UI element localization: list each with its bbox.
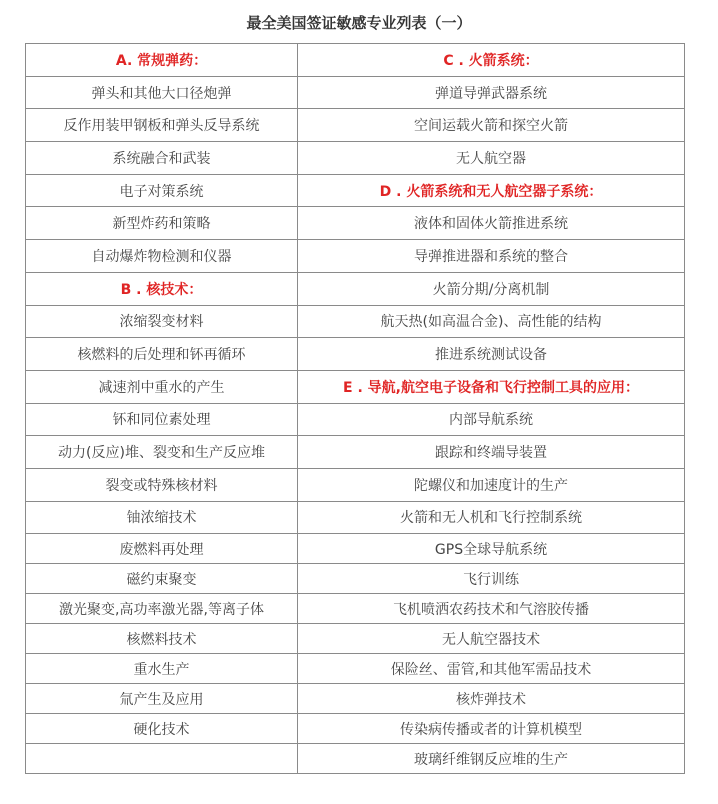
section-header-cell: E . 导航,航空电子设备和飞行控制工具的应用：	[298, 370, 685, 403]
sensitive-majors-table	[25, 43, 685, 774]
table-row	[26, 142, 685, 175]
table-cell: 铀浓缩技术	[26, 501, 298, 534]
table-row	[26, 594, 685, 624]
table-row	[26, 501, 685, 534]
table-row	[26, 338, 685, 371]
table-row	[26, 534, 685, 564]
table-row	[26, 272, 685, 305]
table-cell: 无人航空器技术	[298, 624, 685, 654]
table-cell: 核燃料技术	[26, 624, 298, 654]
table-cell: 飞机喷洒农药技术和气溶胶传播	[298, 594, 685, 624]
table-cell: 系统融合和武装	[26, 142, 298, 175]
table-cell: 飞行训练	[298, 564, 685, 594]
table-cell: 保险丝、雷管,和其他军需品技术	[298, 654, 685, 684]
table-row	[26, 684, 685, 714]
table-cell: 废燃料再处理	[26, 534, 298, 564]
table-row	[26, 624, 685, 654]
table-cell: 磁约束聚变	[26, 564, 298, 594]
table-row	[26, 403, 685, 436]
table-row	[26, 564, 685, 594]
table-cell: 减速剂中重水的产生	[26, 370, 298, 403]
table-cell: 导弹推进器和系统的整合	[298, 240, 685, 273]
table-row	[26, 744, 685, 774]
table-row	[26, 109, 685, 142]
table-cell: 玻璃纤维钢反应堆的生产	[298, 744, 685, 774]
table-row	[26, 174, 685, 207]
table-row	[26, 305, 685, 338]
table-cell: 激光聚变,高功率激光器,等离子体	[26, 594, 298, 624]
table-cell: 新型炸药和策略	[26, 207, 298, 240]
table-cell: 核燃料的后处理和钚再循环	[26, 338, 298, 371]
table-cell: 无人航空器	[298, 142, 685, 175]
table-row	[26, 240, 685, 273]
section-header-cell: C . 火箭系统：	[298, 44, 685, 77]
table-cell: 反作用装甲钢板和弹头反导系统	[26, 109, 298, 142]
table-cell: 火箭分期/分离机制	[298, 272, 685, 305]
section-header-cell: A. 常规弹药：	[26, 44, 298, 77]
table-cell: 重水生产	[26, 654, 298, 684]
table-cell: 动力(反应)堆、裂变和生产反应堆	[26, 436, 298, 469]
table-cell: 弹道导弹武器系统	[298, 76, 685, 109]
table-cell: 液体和固体火箭推进系统	[298, 207, 685, 240]
table-cell: 空间运载火箭和探空火箭	[298, 109, 685, 142]
table-cell: 钚和同位素处理	[26, 403, 298, 436]
table-row	[26, 468, 685, 501]
table-cell: 弹头和其他大口径炮弹	[26, 76, 298, 109]
table-cell: 内部导航系统	[298, 403, 685, 436]
table-cell: 硬化技术	[26, 714, 298, 744]
table-cell: 推进系统测试设备	[298, 338, 685, 371]
table-cell: 自动爆炸物检测和仪器	[26, 240, 298, 273]
table-cell	[26, 744, 298, 774]
table-cell: 跟踪和终端导装置	[298, 436, 685, 469]
table-cell: 氚产生及应用	[26, 684, 298, 714]
table-cell: GPS全球导航系统	[298, 534, 685, 564]
table-row	[26, 76, 685, 109]
table-cell: 陀螺仪和加速度计的生产	[298, 468, 685, 501]
table-cell: 浓缩裂变材料	[26, 305, 298, 338]
table-cell: 核炸弹技术	[298, 684, 685, 714]
table-row	[26, 370, 685, 403]
table-row	[26, 714, 685, 744]
section-header-cell: D . 火箭系统和无人航空器子系统：	[298, 174, 685, 207]
table-row	[26, 654, 685, 684]
table-cell: 火箭和无人机和飞行控制系统	[298, 501, 685, 534]
table-cell: 裂变或特殊核材料	[26, 468, 298, 501]
table-cell: 航天热(如高温合金)、高性能的结构	[298, 305, 685, 338]
section-header-cell: B . 核技术：	[26, 272, 298, 305]
table-row	[26, 207, 685, 240]
table-row	[26, 44, 685, 77]
table-cell: 电子对策系统	[26, 174, 298, 207]
table-row	[26, 436, 685, 469]
table-cell: 传染病传播或者的计算机模型	[298, 714, 685, 744]
page-title: 最全美国签证敏感专业列表（一）	[246, 14, 472, 32]
